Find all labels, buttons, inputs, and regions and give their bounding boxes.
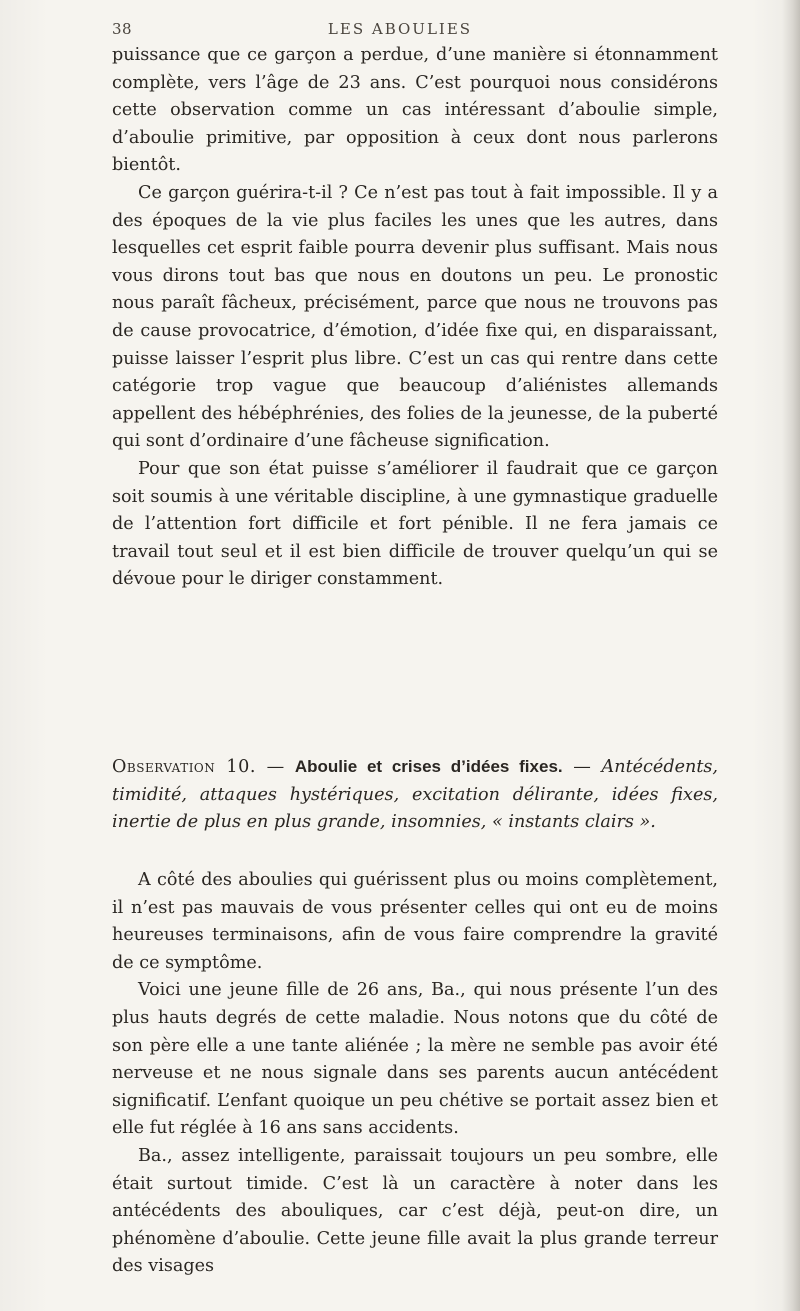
dash: — (562, 757, 602, 777)
page-number: 38 (112, 20, 133, 38)
running-title: LES ABOULIES (327, 20, 473, 38)
page-header (0, 20, 800, 44)
paragraph: Ce garçon guérira-t-il ? Ce n’est pas tout à fait impossible. Il y a des époques de la vie plus faciles les unes que les autres, dans lesquelles cet esprit faible pourra devenir plus suffisant. Mais nous vous dirons tout bas que nous en doutons un peu. Le pronostic nous paraît fâcheux, précisément, parce que nous ne trouvons pas de cause provocatrice, d’émotion, d’idée fixe qui, en disparaissant, puisse laisser l’esprit plus libre. C’est un cas qui rentre dans cette catégorie trop vague que beaucoup d’aliénistes allemands appellent des hébéphrénies, des folies de la jeunesse, de la puberté qui sont d’ordinaire d’une fâcheuse signification. (112, 182, 718, 452)
text-block-bottom (112, 867, 718, 1281)
dash: — (255, 757, 295, 777)
observation-title: Aboulie et crises d’idées fixes. (294, 757, 563, 776)
observation-subtitle: Antécédents, timidité, attaques hystériques, excitation délirante, idées fixes, inertie de plus en plus grande, insomnies, « instants clairs ». (112, 757, 719, 833)
text-block-top (112, 42, 718, 594)
paragraph: puissance que ce garçon a perdue, d’une manière si étonnamment complète, vers l’âge de 23 ans. C’est pourquoi nous considérons cette observation comme un cas intéressant d’aboulie simple, d’aboulie primitive, par opposition à ceux dont nous parlerons bientôt. (112, 45, 718, 176)
observation-label: Observation 10. (112, 757, 256, 777)
paragraph: Ba., assez intelligente, paraissait toujours un peu sombre, elle était surtout timide. C’est là un caractère à noter dans les antécédents des abouliques, car c’est déjà, peut-on dire, un phénomène d’aboulie. Cette jeune fille avait la plus grande terreur des visages (112, 1145, 718, 1277)
paragraph: A côté des aboulies qui guérissent plus ou moins complètement, il n’est pas mauvais de vous présenter celles qui ont eu de moins heureuses terminaisons, afin de vous faire comprendre la gravité de ce symptôme. (112, 870, 718, 973)
page-edge-shadow (782, 0, 800, 1311)
paragraph: Pour que son état puisse s’améliorer il faudrait que ce garçon soit soumis à une véritable discipline, à une gymnastique graduelle de l’attention fort difficile et fort pénible. Il ne fera jamais ce travail tout seul et il est bien difficile de trouver quelqu’un qui se dévoue pour le diriger constamment. (112, 458, 718, 590)
observation-heading (112, 753, 718, 837)
paragraph: Voici une jeune fille de 26 ans, Ba., qui nous présente l’un des plus hauts degrés de cette maladie. Nous notons que du côté de son père elle a une tante aliénée ; la mère ne semble pas avoir été nerveuse et ne nous signale dans ses parents aucun antécédent significatif. L’enfant quoique un peu chétive se portait assez bien et elle fut réglée à 16 ans sans accidents. (112, 980, 718, 1139)
